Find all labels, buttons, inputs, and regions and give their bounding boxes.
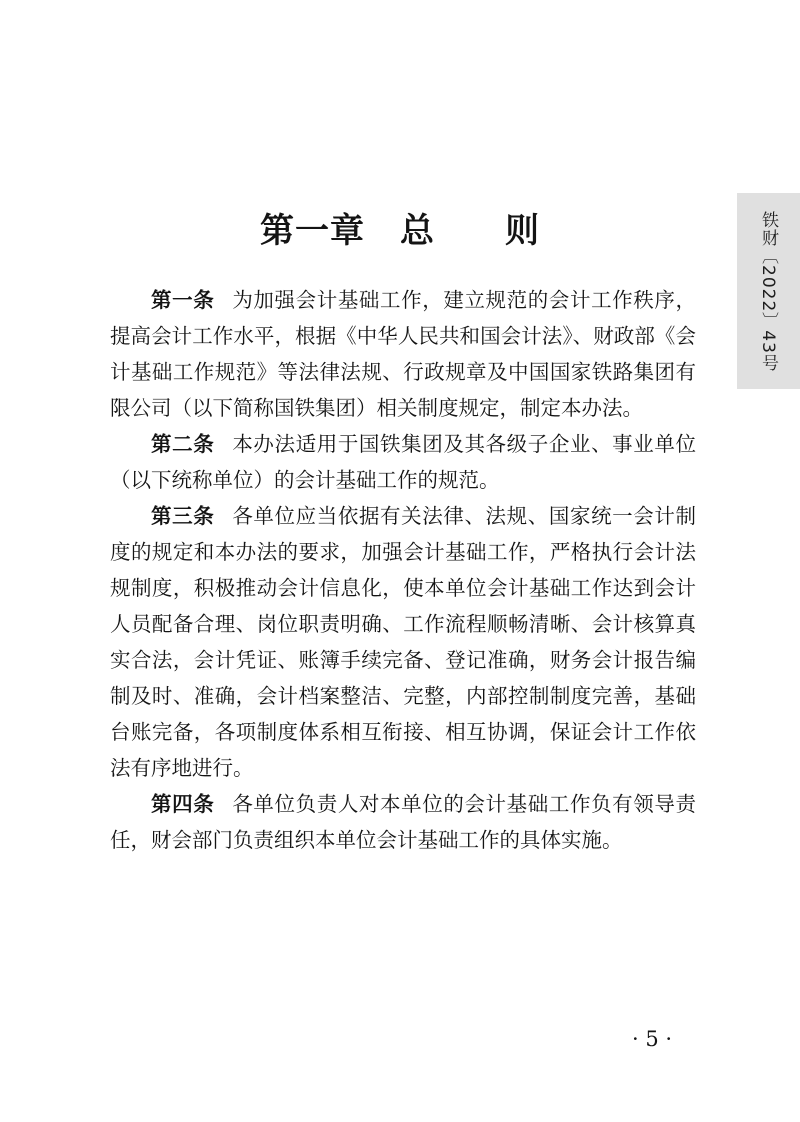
article-2: [110, 426, 696, 498]
article-label: 第四条: [151, 792, 215, 816]
article-4: [110, 786, 696, 858]
article-label: 第三条: [151, 504, 215, 528]
article-text: 各单位应当依据有关法律、法规、国家统一会计制度的规定和本办法的要求，加强会计基础工作，严格执行会计法规制度，积极推动会计信息化，使本单位会计基础工作达到会计人员配备合理、岗位职责明确、工作流程顺畅清晰、会计核算真实合法，会计凭证、账簿手续完备、登记准确，财务会计报告编制及时、准确，会计档案整洁、完整，内部控制制度完善，基础台账完备，各项制度体系相互衔接、相互协调，保证会计工作依法有序地进行。: [110, 504, 696, 780]
article-label: 第二条: [151, 432, 215, 456]
article-text: 本办法适用于国铁集团及其各级子企业、事业单位（以下统称单位）的会计基础工作的规范。: [110, 432, 696, 492]
page-number: · 5 ·: [631, 1027, 673, 1051]
chapter-title: 第一章 总 则: [260, 211, 540, 251]
document-number-text: 铁财〔2022〕43号: [758, 210, 778, 372]
article-1: [110, 282, 696, 426]
article-3: [110, 498, 696, 786]
document-body: [110, 282, 696, 858]
article-text: 各单位负责人对本单位的会计基础工作负有领导责任，财会部门负责组织本单位会计基础工作的具体实施。: [110, 792, 696, 852]
article-label: 第一条: [151, 288, 215, 312]
article-text: 为加强会计基础工作，建立规范的会计工作秩序，提高会计工作水平，根据《中华人民共和国会计法》、财政部《会计基础工作规范》等法律法规、行政规章及中国国家铁路集团有限公司（以下简称国铁集团）相关制度规定，制定本办法。: [110, 288, 696, 420]
